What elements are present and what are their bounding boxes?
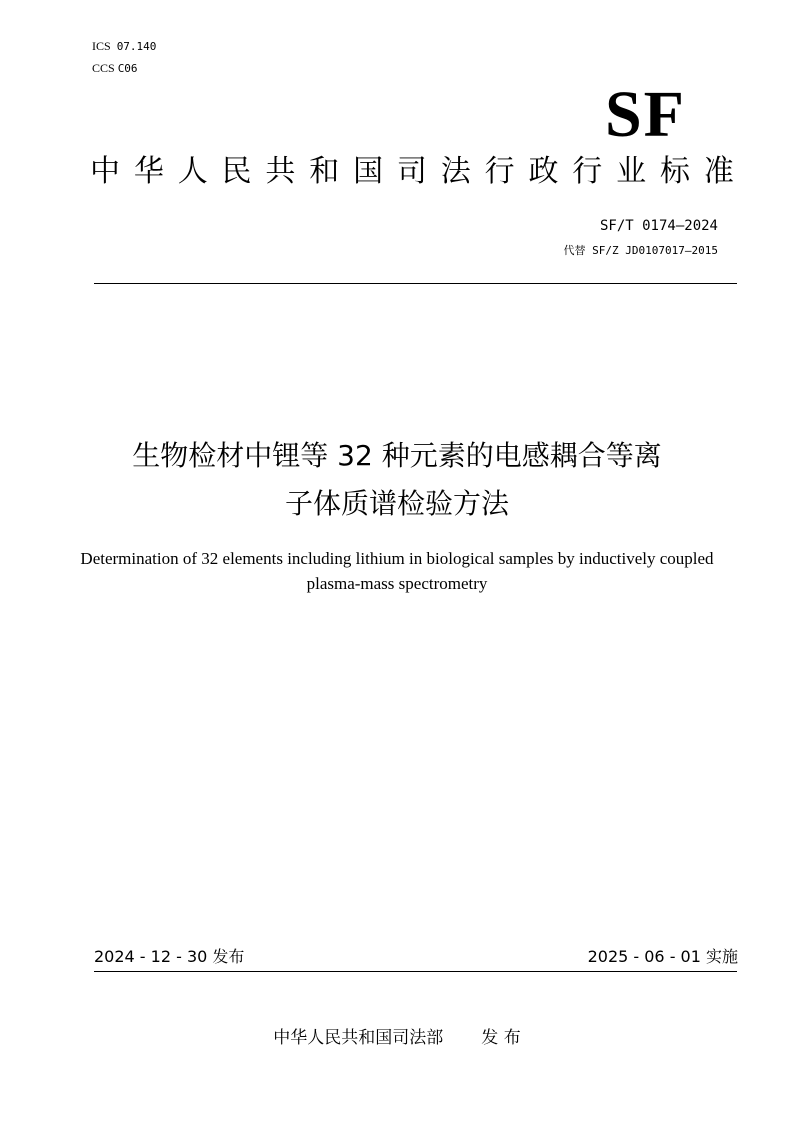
title-line: 子体质谱检验方法 bbox=[284, 487, 509, 520]
standard-number: SF/T 0174—2024 bbox=[599, 218, 718, 234]
issuer-name: 中华人民共和国司法部 bbox=[273, 1028, 444, 1048]
title-char: 标 bbox=[659, 154, 690, 189]
title-char: 法 bbox=[440, 154, 471, 189]
title-char: 中 bbox=[90, 154, 120, 189]
title-char: 司 bbox=[396, 154, 427, 189]
title-char: 人 bbox=[177, 154, 208, 189]
ics-classification bbox=[92, 39, 156, 54]
standard-category-title bbox=[90, 152, 734, 192]
title-char: 准 bbox=[703, 154, 734, 189]
ccs-classification bbox=[92, 61, 138, 76]
title-char: 华 bbox=[133, 154, 164, 189]
implementation-date: 2025 - 06 - 01 实施 bbox=[587, 947, 738, 966]
title-char: 民 bbox=[221, 154, 252, 189]
title-char: 共 bbox=[265, 154, 296, 189]
sf-logo: SF bbox=[604, 78, 686, 151]
title-char: 和 bbox=[309, 154, 340, 189]
issue-action: 发 布 bbox=[481, 1028, 521, 1048]
issuing-authority bbox=[0, 1027, 794, 1049]
ccs-code: C06 bbox=[117, 62, 138, 75]
header-divider bbox=[94, 283, 737, 284]
title-char: 业 bbox=[616, 154, 647, 189]
ics-code: 07.140 bbox=[116, 40, 157, 53]
title-char: 行 bbox=[572, 154, 603, 189]
title-char: 国 bbox=[353, 154, 384, 189]
issue-date: 2024 - 12 - 30 发布 bbox=[94, 947, 245, 966]
ccs-label: CCS bbox=[92, 61, 115, 75]
footer-divider bbox=[94, 971, 737, 972]
replaces-standard: 代替 SF/Z JD0107017—2015 bbox=[563, 244, 718, 257]
title-char: 政 bbox=[528, 154, 559, 189]
ics-label: ICS bbox=[92, 39, 111, 53]
title-char: 行 bbox=[484, 154, 515, 189]
title-line: 生物检材中锂等 32 种元素的电感耦合等离 bbox=[132, 439, 662, 472]
document-title-english: Determination of 32 elements including lithium in biological samples by inductively coupled plasma-mass spectrometry bbox=[80, 549, 714, 593]
document-title-chinese bbox=[60, 432, 734, 528]
